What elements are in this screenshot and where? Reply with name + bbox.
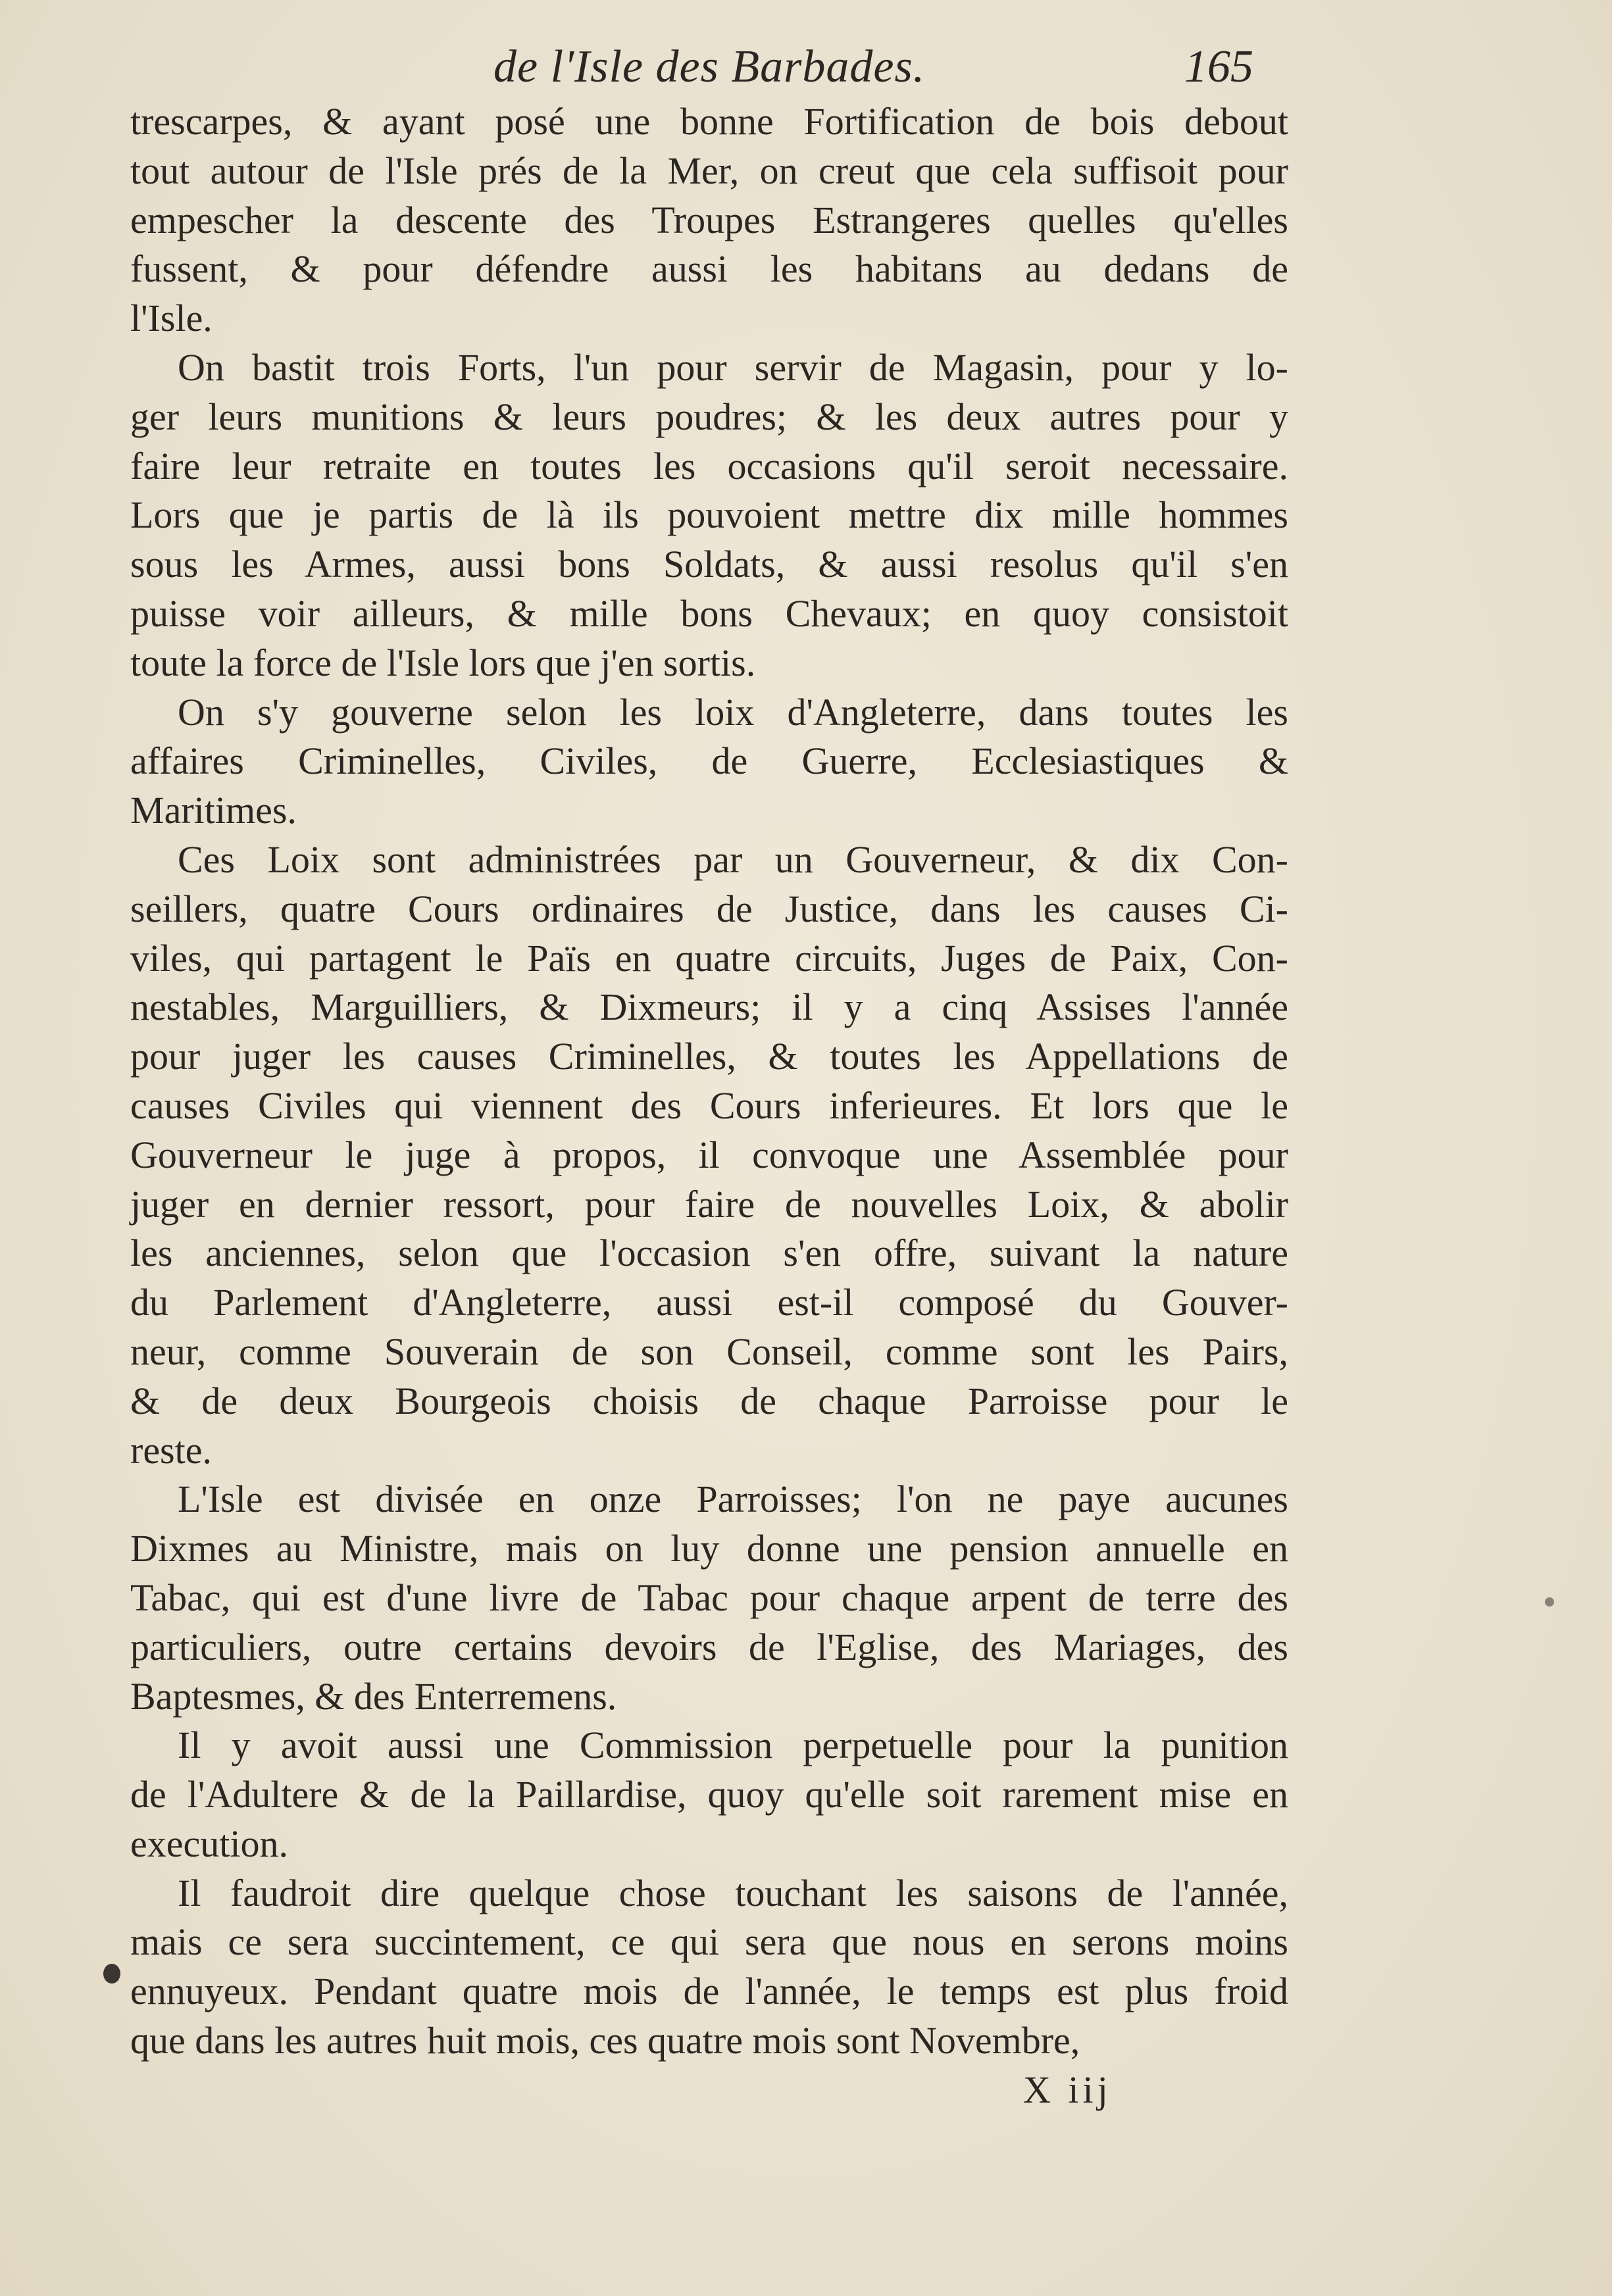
text-line: On bastit trois Forts, l'un pour servir de Magasin, pour y lo- <box>178 345 1288 389</box>
text-line: Dixmes au Ministre, mais on luy donne une pension annuelle en <box>130 1527 1288 1570</box>
text-line: empescher la descente des Troupes Estrangeres quelles qu'elles <box>130 198 1288 241</box>
text-line: reste. <box>130 1428 212 1472</box>
text-line: Baptesmes, & des Enterremens. <box>130 1674 617 1718</box>
text-line: l'Isle. <box>130 297 213 340</box>
paragraph <box>130 97 1288 343</box>
text-line: les anciennes, selon que l'occasion s'en offre, suivant la nature <box>130 1232 1288 1275</box>
text-line: faire leur retraite en toutes les occasions qu'il seroit necessaire. <box>130 444 1288 487</box>
page-number: 165 <box>1184 41 1253 92</box>
text-line: On s'y gouverne selon les loix d'Angleterre, dans toutes les <box>178 690 1288 734</box>
text-line: & de deux Bourgeois choisis de chaque Parroisse pour le <box>130 1379 1288 1422</box>
text-line: pour juger les causes Criminelles, & toutes les Appellations de <box>130 1035 1288 1078</box>
text-line: neur, comme Souverain de son Conseil, comme sont les Pairs, <box>130 1330 1288 1373</box>
text-line: mais ce sera succintement, ce qui sera que nous en serons moins <box>130 1920 1288 1964</box>
text-line: trescarpes, & ayant posé une bonne Fortification de bois debout <box>130 100 1288 143</box>
text-line: puisse voir ailleurs, & mille bons Chevaux; en quoy consistoit <box>130 591 1288 635</box>
text-line: Tabac, qui est d'une livre de Tabac pour chaque arpent de terre des <box>130 1576 1288 1619</box>
paragraph <box>130 1721 1288 1868</box>
body-text <box>130 97 1288 2066</box>
paragraph <box>130 1475 1288 1721</box>
text-line: affaires Criminelles, Civiles, de Guerre, Ecclesiastiques & <box>130 739 1288 783</box>
text-line: juger en dernier ressort, pour faire de nouvelles Loix, & abolir <box>130 1182 1288 1226</box>
text-line: que dans les autres huit mois, ces quatre mois sont Novembre, <box>130 2019 1080 2062</box>
text-line: particuliers, outre certains devoirs de l'Eglise, des Mariages, des <box>130 1625 1288 1668</box>
text-line: execution. <box>130 1822 288 1865</box>
text-line: nestables, Marguilliers, & Dixmeurs; il y a cinq Assises l'année <box>130 986 1288 1029</box>
text-line: ennuyeux. Pendant quatre mois de l'année, le temps est plus froid <box>130 1970 1288 2013</box>
ink-blot <box>103 1964 120 1984</box>
text-line: Il faudroit dire quelque chose touchant les saisons de l'année, <box>178 1871 1288 1914</box>
paper-speck <box>1545 1597 1554 1607</box>
text-line: de l'Adultere & de la Paillardise, quoy qu'elle soit rarement mise en <box>130 1773 1288 1816</box>
paragraph <box>130 343 1288 688</box>
text-line: viles, qui partagent le Païs en quatre circuits, Juges de Paix, Con- <box>130 936 1288 980</box>
text-line: du Parlement d'Angleterre, aussi est-il composé du Gouver- <box>130 1281 1288 1324</box>
text-line: Il y avoit aussi une Commission perpetuelle pour la punition <box>178 1724 1288 1767</box>
text-line: Maritimes. <box>130 789 297 832</box>
text-line: Ces Loix sont administrées par un Gouverneur, & dix Con- <box>178 837 1288 881</box>
text-line: seillers, quatre Cours ordinaires de Justice, dans les causes Ci- <box>130 887 1288 930</box>
text-line: toute la force de l'Isle lors que j'en sortis. <box>130 641 756 684</box>
text-line: Gouverneur le juge à propos, il convoque une Assemblée pour <box>130 1133 1288 1176</box>
text-line: fussent, & pour défendre aussi les habitans au dedans de <box>130 247 1288 291</box>
text-line: causes Civiles qui viennent des Cours inferieures. Et lors que le <box>130 1084 1288 1127</box>
signature-mark: X iij <box>1023 2068 1112 2111</box>
text-line: sous les Armes, aussi bons Soldats, & aussi resolus qu'il s'en <box>130 543 1288 586</box>
text-line: tout autour de l'Isle prés de la Mer, on creut que cela suffisoit pour <box>130 149 1288 192</box>
text-line: Lors que je partis de là ils pouvoient mettre dix mille hommes <box>130 493 1288 537</box>
paragraph <box>130 1869 1288 2066</box>
running-header-title: de l'Isle des Barbades. <box>493 41 926 92</box>
paragraph <box>130 836 1288 1475</box>
text-line: ger leurs munitions & leurs poudres; & les deux autres pour y <box>130 395 1288 438</box>
text-line: L'Isle est divisée en onze Parroisses; l'on ne paye aucunes <box>178 1478 1288 1521</box>
paragraph <box>130 688 1288 836</box>
